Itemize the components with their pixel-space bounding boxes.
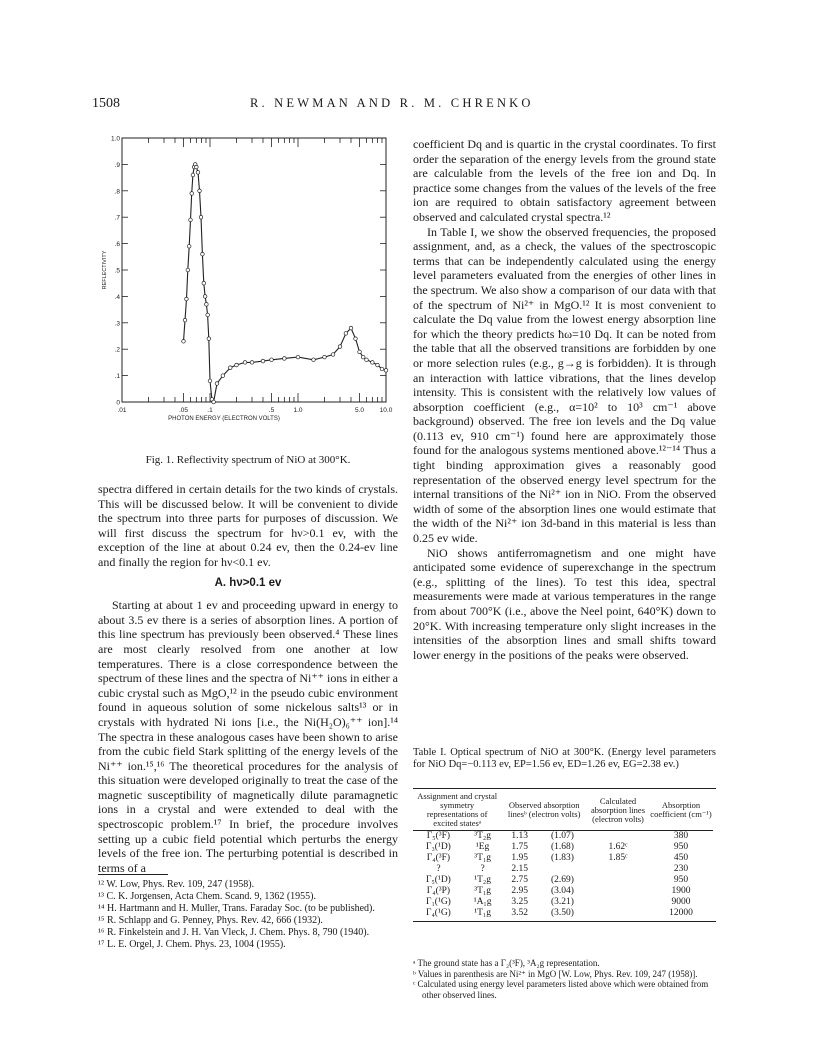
- data-point: [344, 332, 348, 336]
- data-point: [349, 326, 353, 330]
- data-point: [354, 337, 358, 341]
- table-row: [413, 864, 713, 875]
- x-tick-label: 10.0: [379, 407, 393, 414]
- table-cell-observed: 2.75: [511, 875, 528, 885]
- right-paragraph-1: coefficient Dq and is quartic in the crystal coordinates. To first order the separation of the energy levels from the ground state are calculable from the levels of the free ion and Dq. In practice some changes from the values of the levels of the free ion are required to obtain satisfactory agreement between observed and calculated crystal spectra.¹²: [413, 137, 716, 224]
- page-number: 1508: [92, 96, 120, 111]
- x-tick-label: .1: [207, 407, 213, 414]
- data-point: [338, 345, 342, 349]
- left-column: [98, 482, 398, 875]
- table-1: [413, 790, 713, 919]
- data-point: [183, 318, 187, 322]
- left-paragraph-1: spectra differed in certain details for the two kinds of crystals. This will be discussed below. It will be convenient to divide the spectrum into three parts for purposes of discussion. We will first discuss the spectrum for hν>0.1 ev, with the exception of the line at about 0.24 ev, then the 0.24-ev line and finally the region for hν<0.1 ev.: [98, 482, 398, 569]
- table-cell-term: ?: [436, 864, 441, 874]
- table-cell-calculated: [587, 897, 649, 908]
- table-row: [413, 831, 713, 842]
- y-axis-label: REFLECTIVITY: [102, 250, 108, 290]
- table-cell-symmetry: ³T₂g: [474, 831, 491, 841]
- data-point: [243, 361, 247, 365]
- y-tick-label: .3: [114, 320, 120, 328]
- x-tick-label: .05: [178, 407, 189, 414]
- y-tick-label: .6: [114, 241, 120, 249]
- y-tick-label: 1.0: [110, 135, 120, 143]
- table-cell-coefficient: 950: [673, 875, 689, 885]
- table-cell-coefficient: 380: [673, 831, 689, 841]
- footnote-17: ¹⁷ L. E. Orgel, J. Chem. Phys. 23, 1004 (1955).: [98, 939, 286, 950]
- figure-caption: Fig. 1. Reflectivity spectrum of NiO at 300°K.: [145, 454, 351, 466]
- table-cell-coefficient: 9000: [671, 897, 691, 907]
- y-tick-label: .8: [114, 188, 120, 196]
- table-cell-coefficient: 450: [673, 853, 689, 863]
- table-cell-coefficient: 1900: [671, 886, 691, 896]
- data-point: [198, 189, 202, 193]
- table-row: [413, 842, 713, 853]
- data-point: [199, 215, 203, 219]
- table-cell-term: Γ₃(¹D): [426, 842, 451, 852]
- table-cell-mgo: (1.68): [550, 842, 574, 852]
- data-point: [196, 171, 200, 175]
- table-cell-mgo: (3.04): [550, 886, 574, 896]
- table-note-b: ᵇ Values in parenthesis are Ni²⁺ in MgO [W. Low, Phys. Rev. 109, 247 (1958)].: [413, 968, 698, 979]
- table-row: [413, 897, 713, 908]
- x-tick-label: .5: [268, 407, 275, 414]
- table-header-calculated: Calculated absorption lines (electron volts): [590, 795, 646, 824]
- table-cell-mgo: (2.69): [550, 875, 574, 885]
- y-tick-label: .2: [114, 346, 120, 354]
- table-cell-calculated: [587, 908, 649, 919]
- data-point: [212, 400, 216, 404]
- table-cell-calculated: [587, 875, 649, 886]
- y-tick-label: .7: [114, 214, 120, 222]
- table-cell-coefficient: 950: [673, 842, 689, 852]
- table-cell-term: Γ₁(¹G): [426, 897, 451, 907]
- table-cell-mgo: (3.50): [550, 908, 574, 918]
- data-point: [190, 192, 194, 196]
- table-cell-symmetry: ¹A₁g: [473, 897, 492, 907]
- table-cell-term: Γ₄(³F): [426, 853, 451, 863]
- section-heading: A. hν>0.1 ev: [214, 576, 282, 589]
- table-cell-calculated: [587, 886, 649, 897]
- x-axis-label: PHOTON ENERGY (ELECTRON VOLTS): [168, 416, 280, 422]
- footnote-16: ¹⁶ R. Finkelstein and J. H. Van Vleck, J. Chem. Phys. 8, 790 (1940).: [98, 927, 370, 938]
- data-point: [207, 337, 211, 341]
- data-point: [296, 355, 300, 359]
- x-tick-label: .01: [117, 407, 127, 414]
- table-cell-term: Γ₄(³P): [426, 886, 451, 896]
- right-column: [413, 137, 716, 662]
- table-cell-calculated: 1.62ᶜ: [608, 842, 628, 852]
- table-cell-symmetry: ³T₁g: [474, 853, 491, 863]
- y-tick-label: .9: [114, 161, 120, 169]
- footnote-12: ¹² W. Low, Phys. Rev. 109, 247 (1958).: [98, 879, 255, 890]
- table-note-a: ᵃ The ground state has a Γ₂(³F), ³A₂g representation.: [413, 958, 600, 968]
- data-point: [270, 358, 274, 362]
- data-point: [358, 350, 362, 354]
- table-header-assignment: Assignment and crystal symmetry representations of excited statesᵃ: [417, 791, 498, 828]
- data-point: [205, 303, 209, 307]
- data-point: [195, 165, 199, 169]
- table-cell-observed: 2.15: [511, 864, 528, 874]
- table-cell-symmetry: ¹Eg: [475, 842, 490, 852]
- data-point: [250, 361, 254, 365]
- data-point: [228, 366, 232, 370]
- data-point: [380, 367, 384, 371]
- data-point: [384, 369, 388, 373]
- table-cell-term: Γ₄(¹G): [426, 908, 451, 918]
- y-tick-label: .1: [114, 373, 120, 381]
- table-cell-mgo: (3.21): [550, 897, 574, 907]
- footnotes: [98, 879, 398, 951]
- right-paragraph-2: In Table I, we show the observed frequencies, the proposed assignment, and, as a check, the values of the spectroscopic terms that can be independently calculated using the energy level parameters evaluated from the energies of other lines in the spectrum. We also show a comparison of our data with that of the spectrum of Ni²⁺ in MgO.¹² It is most convenient to calculate the Dq value from the lowest energy absorption line for which the theory predicts ħω=10 Dq. It can be noted from the table that all the observed transitions are forbidden by one or more selection rules (e.g., g→g is forbidden). It is through an interaction with lattice vibrations, that the lines develop intensity. This is consistent with the relatively low values of absorption coefficient (e.g., α=10² to 10³ cm⁻¹ above background) observed. The free ion levels and the Dq value (0.113 ev, 910 cm⁻¹) found here are approximately those found for the analogous systems mentioned above.¹²⁻¹⁴ Thus a tight binding approximation gives a reasonably good representation of the observed energy level spectrum for the internal transitions of the Ni²⁺ ion in NiO. From the observed width of some of the absorption lines one would estimate that the width of the Ni²⁺ ion 3d-band in this material is less than 0.25 ev wide.: [413, 224, 716, 546]
- table-cell-observed: 2.95: [511, 886, 528, 896]
- table-cell-symmetry: ?: [480, 864, 485, 874]
- footnote-rule: [98, 874, 168, 875]
- left-paragraph-2: Starting at about 1 ev and proceeding upward in energy to about 3.5 ev there is a series of absorption lines. A portion of this line spectrum has previously been observed.⁴ These lines are most clearly resolved from one another at low temperatures. There is a close correspondence between the spectrum of these lines and the spectra of Ni⁺⁺ ions in either a cubic crystal such as MgO,¹² in the pseudo cubic environment found in aqueous solution of some nickelous salts¹³ or in crystals with hydrated Ni ions [i.e., the Ni(H₂O)₆⁺⁺ ion].¹⁴ The spectra in these analogous cases have been shown to arise from the cubic field Stark splitting of the energy levels of the Ni⁺⁺ ion.¹⁵,¹⁶ The theoretical procedures for the analysis of this situation were developed originally to treat the case of the magnetic susceptibility of magnetically dilute paramagnetic ions in a crystal and were extended to deal with the spectroscopic problem.¹⁷ In brief, the procedure involves setting up a cubic field potential which perturbs the energy levels of the free ion. The perturbing potential is described in terms of a: [98, 598, 398, 875]
- table-cell-mgo: (1.07): [550, 831, 574, 841]
- table-cell-symmetry: ³T₁g: [474, 886, 491, 896]
- data-point: [365, 358, 369, 362]
- table-row: [413, 908, 713, 919]
- data-point: [371, 361, 375, 365]
- y-tick-label: .4: [114, 293, 120, 301]
- data-point: [331, 353, 335, 357]
- data-point: [201, 252, 205, 256]
- table-cell-observed: 1.95: [511, 853, 528, 863]
- table-cell-coefficient: 230: [673, 864, 689, 874]
- data-point: [187, 244, 191, 248]
- data-point: [185, 297, 189, 301]
- table-notes: [413, 958, 716, 1000]
- table-header-observed: Observed absorption linesᵇ (electron volts): [507, 800, 581, 819]
- data-point: [235, 363, 239, 367]
- y-tick-label: 0: [116, 399, 120, 407]
- data-point: [191, 173, 195, 177]
- table-cell-calculated: [587, 864, 649, 875]
- data-point: [261, 359, 265, 363]
- data-point: [186, 268, 190, 272]
- right-paragraph-3: NiO shows antiferromagnetism and one might have anticipated some evidence of superexchange in the spectrum (e.g., splitting of the lines). To test this idea, spectral measurements were made at various temperatures in the range from about 700°K (i.e., above the Neel point, 640°K) down to 20°K. With increasing temperature only slight increases in the intensities of the absorption lines and small shifts toward lower energy in the positions of the peaks were observed.: [413, 545, 716, 662]
- table-row: [413, 875, 713, 886]
- table-caption: Table I. Optical spectrum of NiO at 300°K. (Energy level parameters for NiO Dq=−0.113 ev, EP=1.56 ev, ED=1.26 ev, EG=2.38 ev.): [413, 747, 716, 770]
- table-cell-calculated: 1.85ᶜ: [608, 853, 628, 863]
- table-row: [413, 886, 713, 897]
- table-cell-symmetry: ¹T₁g: [474, 908, 491, 918]
- footnote-15: ¹⁵ R. Schlapp and G. Penney, Phys. Rev. 42, 666 (1932).: [98, 915, 323, 926]
- table-cell-term: Γ₅(¹D): [426, 875, 451, 885]
- table-cell-mgo: [538, 864, 587, 875]
- table-cell-mgo: (1.83): [550, 853, 574, 863]
- table-cell-observed: 3.52: [511, 908, 528, 918]
- data-point: [189, 218, 193, 222]
- reflectivity-chart: [96, 130, 398, 422]
- table-cell-observed: 3.25: [511, 897, 528, 907]
- table-container: [413, 788, 716, 922]
- data-point: [202, 281, 206, 285]
- data-point: [361, 355, 365, 359]
- data-point: [208, 379, 212, 383]
- series-line: [184, 164, 387, 402]
- table-row: [413, 853, 713, 864]
- data-point: [283, 357, 287, 361]
- table-cell-coefficient: 12000: [669, 908, 693, 918]
- data-point: [376, 363, 380, 367]
- footnote-14: ¹⁴ H. Hartmann and H. Muller, Trans. Faraday Soc. (to be published).: [98, 903, 375, 914]
- data-point: [312, 358, 316, 362]
- table-cell-term: Γ₅(³F): [426, 831, 451, 841]
- x-tick-label: 5.0: [354, 407, 365, 414]
- running-head: R. NEWMAN AND R. M. CHRENKO: [250, 96, 534, 110]
- footnote-13: ¹³ C. K. Jorgensen, Acta Chem. Scand. 9, 1362 (1955).: [98, 891, 317, 902]
- table-cell-symmetry: ¹T₂g: [474, 875, 491, 885]
- data-point: [203, 295, 207, 299]
- table-cell-observed: 1.75: [511, 842, 528, 852]
- y-tick-label: .5: [114, 267, 120, 275]
- table-note-c: ᶜ Calculated using energy level parameters listed above which were obtained from other observed lines.: [413, 979, 709, 1000]
- data-point: [221, 374, 225, 378]
- table-cell-observed: 1.13: [511, 831, 528, 841]
- table-header-coefficient: Absorption coefficient (cm⁻¹): [650, 800, 712, 819]
- table-cell-calculated: [587, 831, 649, 842]
- data-point: [206, 313, 210, 317]
- data-point: [182, 339, 186, 343]
- data-point: [215, 382, 219, 386]
- x-tick-label: 1.0: [293, 407, 303, 414]
- data-point: [323, 355, 327, 359]
